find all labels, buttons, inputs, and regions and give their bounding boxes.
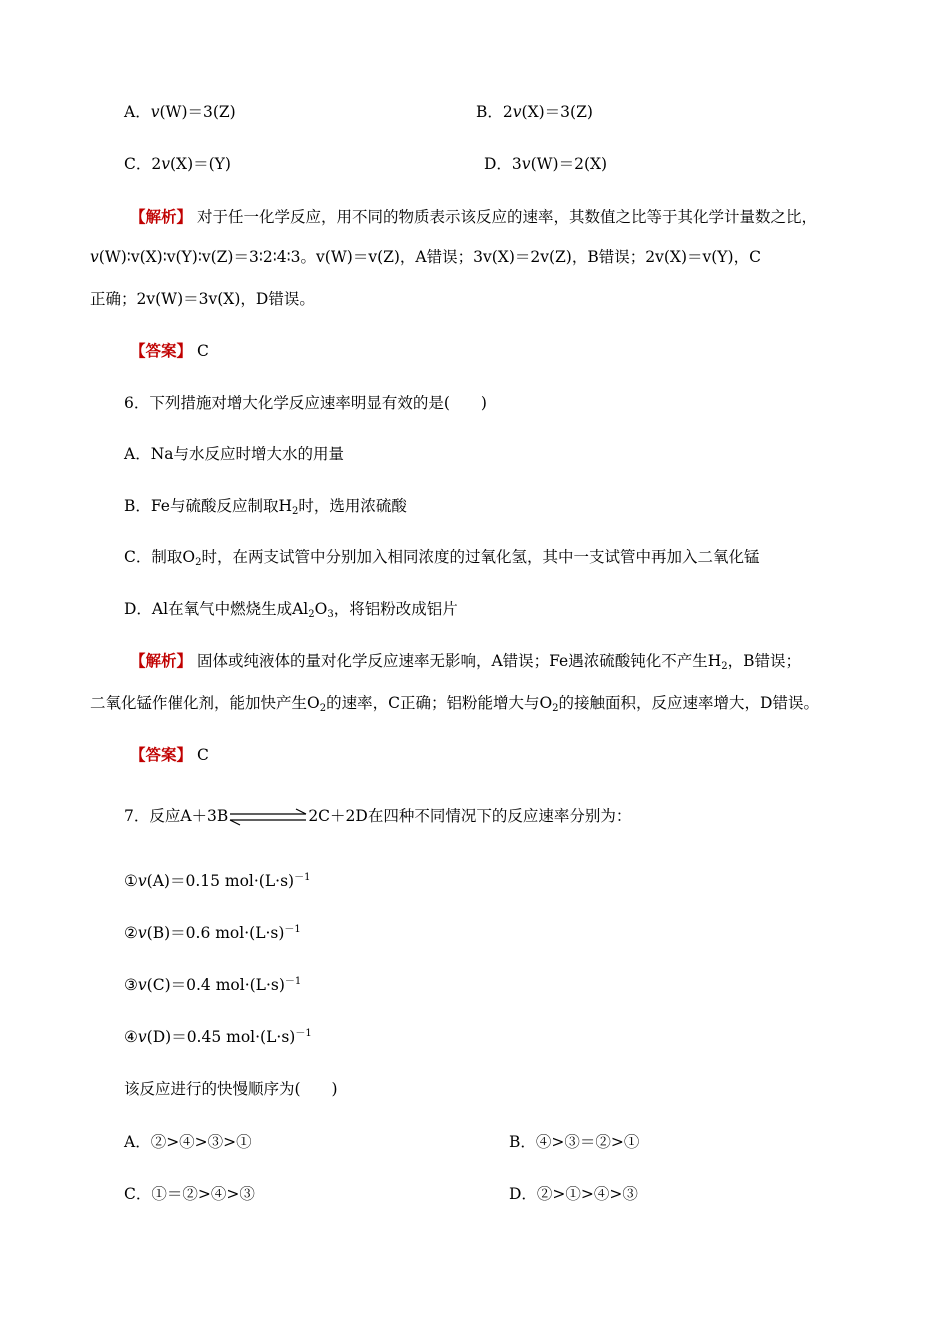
answer-tag: 【答案】: [130, 341, 193, 360]
q6-option-c: C．制取$O_2$时，在两支试管中分别加入相同浓度的过氧化氢，其中一支试管中再加入二氧化锰: [124, 548, 760, 568]
q7-rate-2: ②v(B)＝0.6 $mol\cdot(L\cdot s)^{-1}$: [124, 924, 301, 942]
q6-analysis-line1: 【解析】 固体或纯液体的量对化学反应速率无影响，A错误；Fe遇浓硫酸钝化不产生$H_2$，B错误；: [130, 651, 802, 672]
q7-option-a: A．②>④>③>①: [124, 1133, 252, 1151]
q5-option-d: D．3v(W)＝2(X): [484, 155, 608, 173]
q5-analysis-line2: v(W)∶v(X)∶v(Y)∶v(Z)＝3∶2∶4∶3。v(W)＝v(Z)，A错误；3v(X)＝2v(Z)，B错误；2v(X)＝v(Y)，C: [90, 248, 761, 266]
q5-option-c: C．2v(X)＝(Y): [124, 155, 231, 173]
analysis-tag: 【解析】: [130, 207, 193, 226]
answer-tag: 【答案】: [130, 745, 193, 764]
reversible-arrow-icon: [228, 806, 308, 828]
q5-analysis-line3: 正确；2v(W)＝3v(X)，D错误。: [90, 290, 315, 308]
q6-analysis-line2: 二氧化锰作催化剂，能加快产生$O_2$的速率，C正确；铝粉能增大与$O_2$的接触面积，反应速率增大，D错误。: [90, 694, 819, 714]
q6-stem: 6．下列措施对增大化学反应速率明显有效的是( ): [124, 394, 487, 412]
q7-option-c: C．①＝②>④>③: [124, 1185, 255, 1203]
q7-rate-1: ①v(A)＝0.15 $mol\cdot(L\cdot s)^{-1}$: [124, 872, 311, 890]
q5-option-b: B．2v(X)＝3(Z): [476, 103, 593, 121]
q7-option-d: D．②>①>④>③: [509, 1185, 638, 1203]
q5-analysis-line1: 【解析】 对于任一化学反应，用不同的物质表示该反应的速率，其数值之比等于其化学计量数之比，: [130, 207, 817, 226]
q7-stem: 7．反应A＋3B 2C＋2D在四种不同情况下的反应速率分别为：: [124, 805, 631, 828]
q6-option-b: B．Fe与硫酸反应制取$H_2$时，选用浓硫酸: [124, 497, 407, 517]
q7-question: 该反应进行的快慢顺序为( ): [124, 1080, 338, 1098]
q5-answer: 【答案】 C: [130, 341, 209, 360]
analysis-tag: 【解析】: [130, 651, 193, 670]
q6-answer: 【答案】 C: [130, 745, 209, 764]
q6-option-a: A．Na与水反应时增大水的用量: [124, 445, 344, 463]
q7-option-b: B．④>③＝②>①: [509, 1133, 640, 1151]
q7-rate-3: ③v(C)＝0.4 $mol\cdot(L\cdot s)^{-1}$: [124, 976, 302, 994]
q7-rate-4: ④v(D)＝0.45 $mol\cdot(L\cdot s)^{-1}$: [124, 1028, 312, 1046]
q6-option-d: D．Al在氧气中燃烧生成$Al_2O_3$，将铝粉改成铝片: [124, 600, 458, 620]
q5-option-a: A．v(W)＝3(Z): [124, 103, 236, 121]
